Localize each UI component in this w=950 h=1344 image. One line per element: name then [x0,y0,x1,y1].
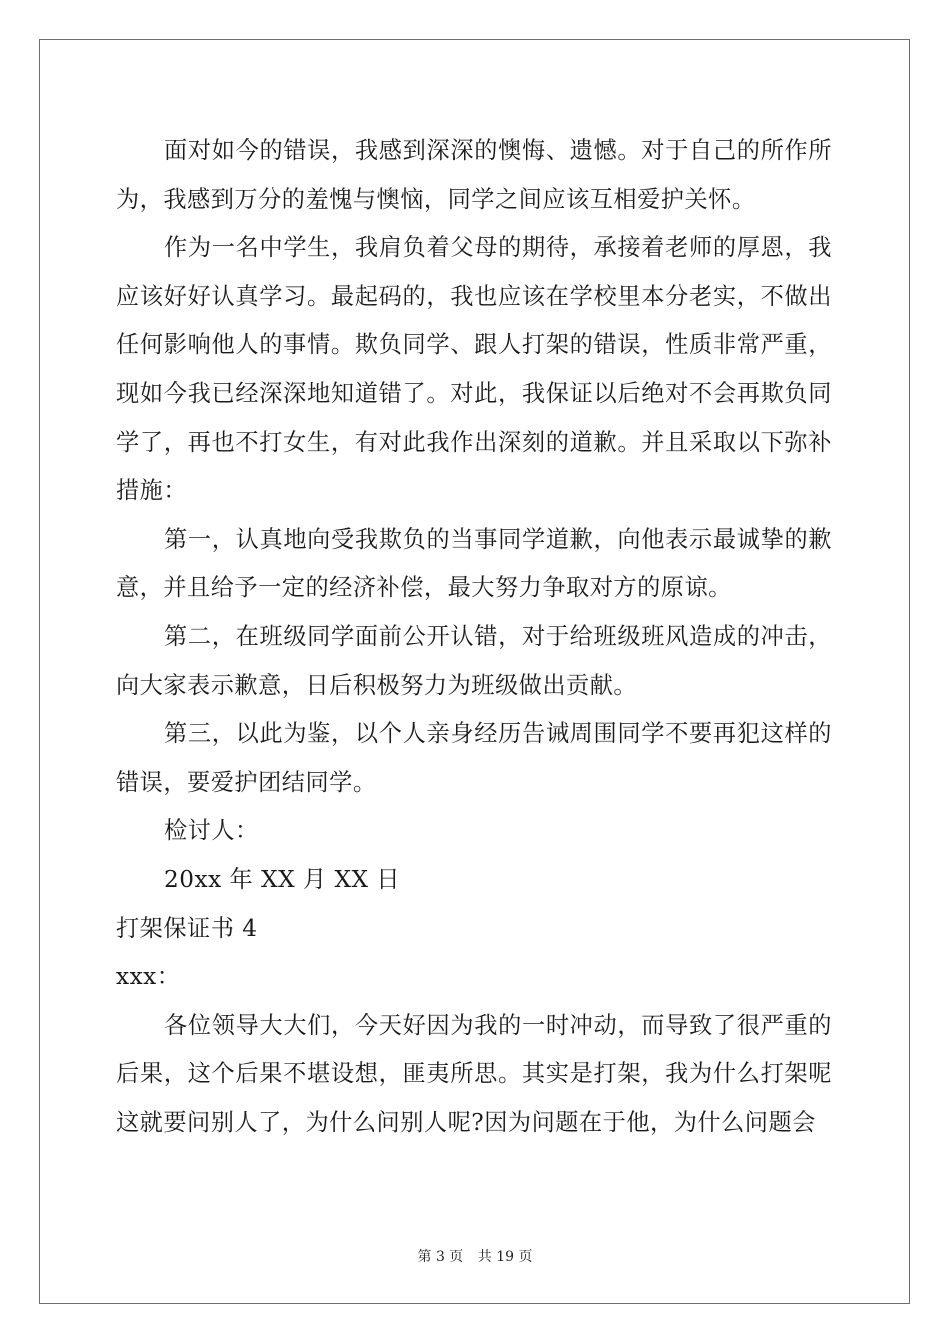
text-line: 第二，在班级同学面前公开认错，对于给班级班风造成的冲击， [164,622,832,650]
text-line: 任何影响他人的事情。欺负同学、跟人打架的错误，性质非常严重， [116,331,832,359]
text-line: 意，并且给予一定的经济补偿，最大努力争取对方的原谅。 [116,574,732,602]
text-line: 这就要问别人了，为什么问别人呢?因为问题在于他，为什么问题会 [116,1108,816,1136]
paragraph [116,224,832,516]
total-pages: 共 19 页 [477,1249,533,1265]
paragraph [116,613,832,710]
text-line: 打架保证书 4 [116,914,258,942]
page-footer [0,1246,950,1266]
document-body [116,127,832,1147]
paragraph [116,516,832,613]
text-line: 现如今我已经深深地知道错了。对此，我保证以后绝对不会再欺负同 [116,379,832,407]
text-line: 措施： [116,477,188,505]
text-line: 第一，认真地向受我欺负的当事同学道歉，向他表示最诚挚的歉 [164,525,832,553]
paragraph [116,856,832,905]
text-line: xxx： [116,963,181,991]
text-line: 第三，以此为鉴，以个人亲身经历告诫周围同学不要再犯这样的 [164,720,832,748]
paragraph [116,807,832,856]
text-line: 错误，要爱护团结同学。 [116,768,377,796]
text-line: 应该好好认真学习。最起码的，我也应该在学校里本分老实，不做出 [116,282,832,310]
paragraph [116,127,832,224]
text-line: 检讨人： [164,817,259,845]
text-line: 作为一名中学生，我肩负着父母的期待，承接着老师的厚恩，我 [164,234,832,262]
text-line: 各位领导大大们，今天好因为我的一时冲动，而导致了很严重的 [164,1011,832,1039]
paragraph [116,710,832,807]
text-line: 后果，这个后果不堪设想，匪夷所思。其实是打架，我为什么打架呢 [116,1060,832,1088]
paragraph [116,905,832,954]
text-line: 面对如今的错误，我感到深深的懊悔、遗憾。对于自己的所作所 [164,137,832,164]
text-line: 20xx 年 XX 月 XX 日 [164,865,401,893]
page-number: 第 3 页 [417,1249,464,1265]
text-line: 学了，再也不打女生，有对此我作出深刻的道歉。并且采取以下弥补 [116,428,832,456]
paragraph [116,953,832,1002]
paragraph [116,1002,832,1148]
text-line: 向大家表示歉意，日后积极努力为班级做出贡献。 [116,671,638,699]
text-line: 为，我感到万分的羞愧与懊恼，同学之间应该互相爱护关怀。 [116,185,756,213]
